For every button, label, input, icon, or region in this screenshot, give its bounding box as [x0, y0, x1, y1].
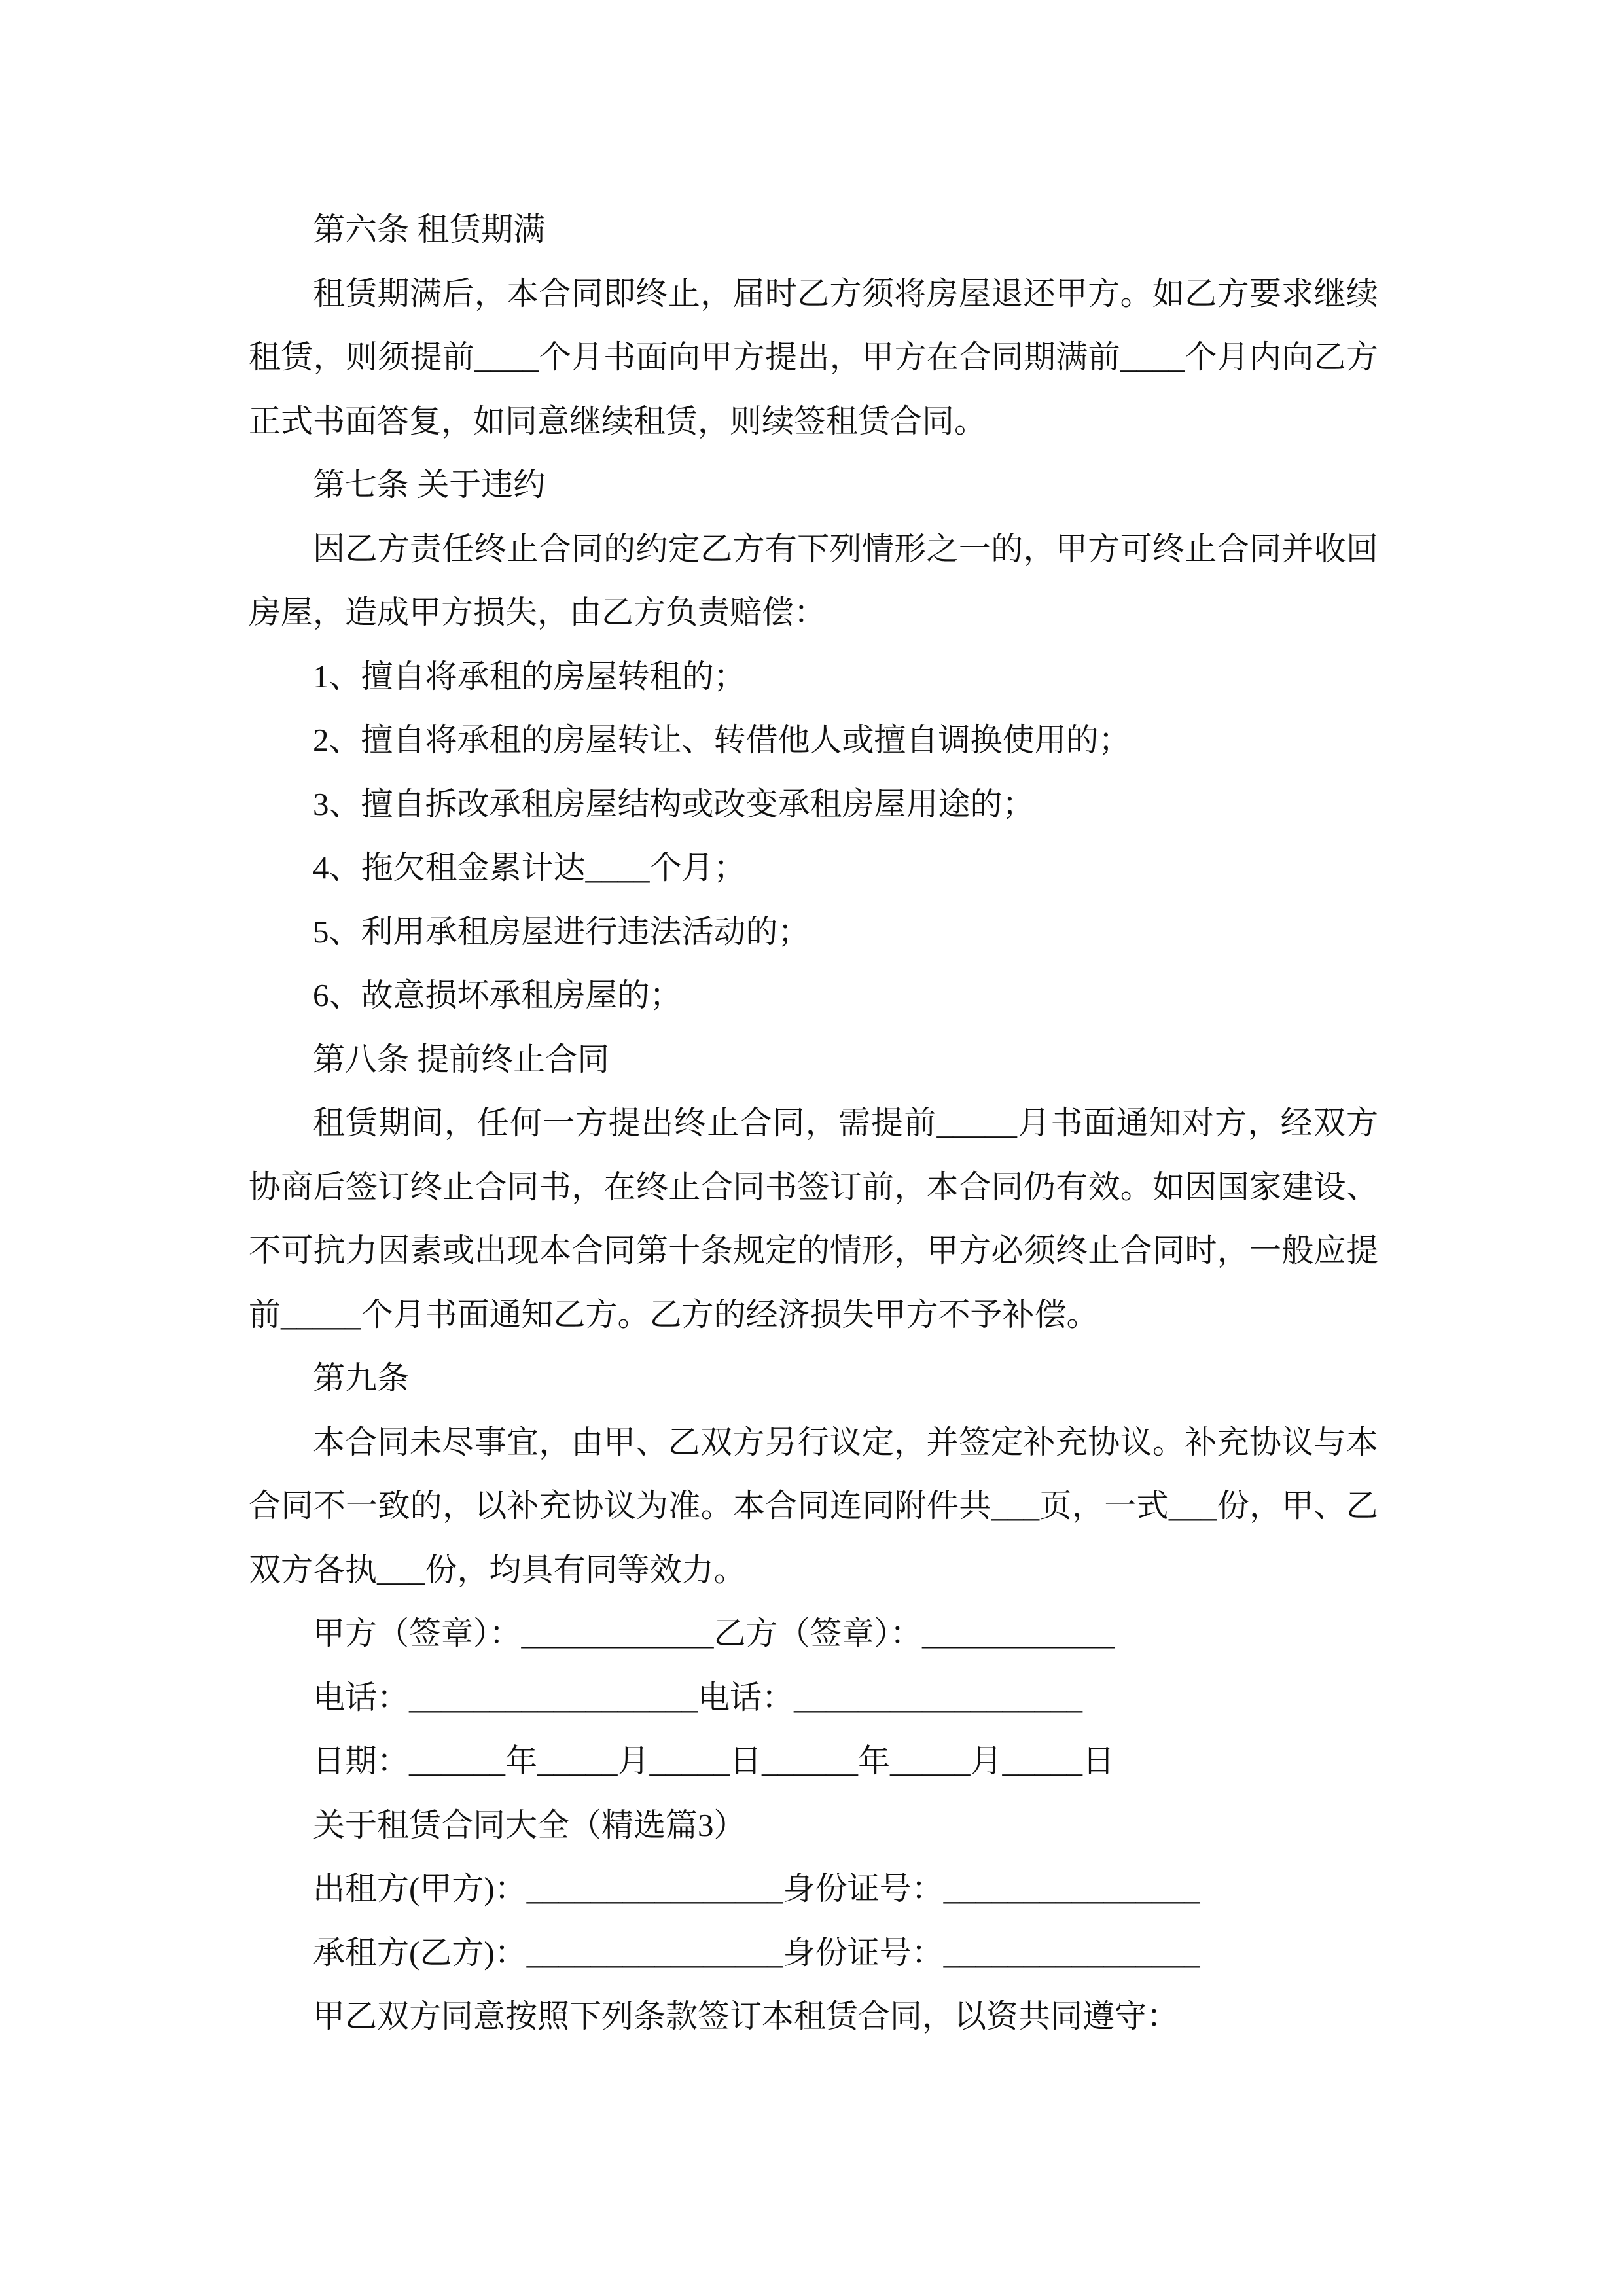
text-line: 合同不一致的，以补充协议为准。本合同连同附件共___页，一式___份，甲、乙	[249, 1488, 1378, 1524]
text-line: 3、擅自拆改承租房屋结构或改变承租房屋用途的；	[313, 785, 1035, 822]
text-line: 双方各执___份，均具有同等效力。	[249, 1551, 746, 1588]
text-line: 1、擅自将承租的房屋转租的；	[313, 658, 746, 694]
text-line: 租赁，则须提前____个月书面向甲方提出，甲方在合同期满前____个月内向乙方	[249, 339, 1378, 375]
text-line: 租赁期间，任何一方提出终止合同，需提前_____月书面通知对方，经双方	[313, 1105, 1378, 1141]
text-line: 协商后签订终止合同书，在终止合同书签订前，本合同仍有效。如因国家建设、	[249, 1168, 1378, 1205]
text-line: 5、利用承租房屋进行违法活动的；	[313, 913, 810, 950]
text-line: 关于租赁合同大全（精选篇3）	[313, 1806, 746, 1843]
text-line: 2、擅自将承租的房屋转让、转借他人或擅自调换使用的；	[313, 722, 1131, 758]
text-line: 承租方(乙方)：________________身份证号：________________	[313, 1934, 1200, 1971]
document-body	[249, 198, 1378, 2049]
text-line: 因乙方责任终止合同的约定乙方有下列情形之一的，甲方可终止合同并收回	[313, 530, 1378, 567]
text-line: 4、拖欠租金累计达____个月；	[313, 850, 746, 886]
text-line: 本合同未尽事宜，由甲、乙双方另行议定，并签定补充协议。补充协议与本	[313, 1424, 1378, 1460]
text-line: 房屋，造成甲方损失，由乙方负责赔偿：	[249, 594, 827, 630]
text-line: 不可抗力因素或出现本合同第十条规定的情形，甲方必须终止合同时，一般应提	[249, 1232, 1378, 1268]
text-line: 第八条 提前终止合同	[313, 1041, 610, 1077]
text-line: 甲乙双方同意按照下列条款签订本租赁合同，以资共同遵守：	[313, 1998, 1179, 2034]
text-line: 甲方（签章）：____________乙方（签章）：____________	[313, 1615, 1115, 1651]
text-line: 前_____个月书面通知乙方。乙方的经济损失甲方不予补偿。	[249, 1296, 1099, 1333]
text-line: 6、故意损坏承租房屋的；	[313, 977, 682, 1013]
text-line: 出租方(甲方)：________________身份证号：________________	[313, 1871, 1200, 1907]
text-line: 第七条 关于违约	[313, 467, 546, 503]
text-line: 第六条 租赁期满	[313, 211, 546, 247]
text-line: 正式书面答复，如同意继续租赁，则续签租赁合同。	[249, 403, 987, 439]
text-line: 租赁期满后，本合同即终止，届时乙方须将房屋退还甲方。如乙方要求继续	[313, 275, 1378, 312]
text-line: 电话：__________________电话：__________________	[313, 1679, 1083, 1715]
text-line: 第九条	[313, 1360, 410, 1396]
text-line: 日期：______年_____月_____日______年_____月_____日	[313, 1743, 1115, 1779]
